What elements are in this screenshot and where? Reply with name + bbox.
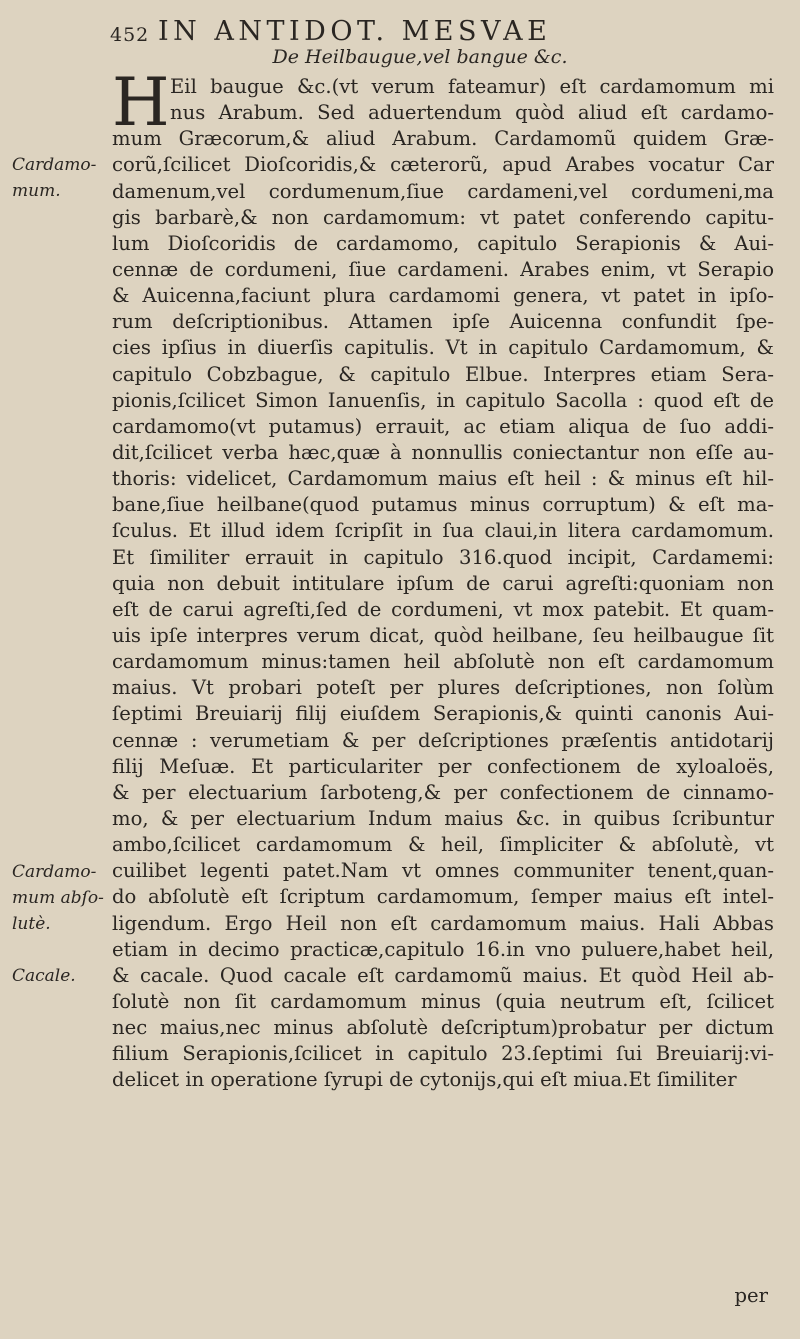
text-line: ſolutè non ſit cardamomum minus (quia neutrum eſt, ſcilicet (112, 989, 774, 1013)
text-line: do abſolutè eſt ſcriptum cardamomum, ſemper maius eſt intel- (112, 885, 774, 909)
margin-note: Cardamo- mum abſo- lutè. (12, 861, 104, 934)
text-line: nec maius,nec minus abſolutè deſcriptum)probatur per dictum (112, 1016, 774, 1040)
text-line: etiam in decimo practicæ,capitulo 16.in vno puluere,habet heil, (112, 937, 774, 961)
text-line: nus Arabum. Sed aduertendum quòd aliud eſt cardamo- (170, 101, 774, 125)
text-line: bane,ſiue heilbane(quod putamus minus corruptum) & eſt ma- (112, 493, 774, 517)
running-title: IN ANTIDOT. MESVAE (158, 16, 552, 47)
text-line: corũ,ſcilicet Dioſcoridis,& cæterorũ, apud Arabes vocatur Car (112, 153, 774, 177)
text-line: & Auicenna,faciunt plura cardamomi genera, vt patet in ipſo- (112, 284, 774, 308)
text-line: & cacale. Quod cacale eſt cardamomũ maius. Et quòd Heil ab- (112, 963, 774, 987)
text-line: mum Græcorum,& aliud Arabum. Cardamomũ quidem Græ- (112, 127, 774, 151)
text-line: Et ſimiliter errauit in capitulo 316.quod incipit, Cardamemi: (112, 545, 774, 569)
text-line: rum deſcriptionibus. Attamen ipſe Auicenna confundit ſpe- (112, 310, 774, 334)
text-line: filium Serapionis,ſcilicet in capitulo 23.ſeptimi ſui Breuiarij:vi- (112, 1042, 774, 1066)
text-line: cennæ : verumetiam & per deſcriptiones præſentis antidotarij (112, 728, 774, 752)
text-line: ligendum. Ergo Heil non eſt cardamomum maius. Hali Abbas (112, 911, 774, 935)
text-line: cardamomo(vt putamus) errauit, ac etiam aliqua de ſuo addi- (112, 414, 774, 438)
text-line: pionis,ſcilicet Simon Ianuenſis, in capitulo Sacolla : quod eſt de (112, 388, 774, 412)
text-line: dit,ſcilicet verba hæc,quæ à nonnullis coniectantur non eſſe au- (112, 440, 774, 464)
page-header (108, 14, 768, 50)
text-line: capitulo Cobzbague, & capitulo Elbue. Interpres etiam Sera- (112, 362, 774, 386)
text-line: ſeptimi Breuiarij filij eiuſdem Serapionis,& quinti canonis Aui- (112, 702, 774, 726)
body-text (112, 64, 774, 1093)
text-line: uis ipſe interpres verum dicat, quòd heilbane, ſeu heilbaugue ſit (112, 623, 774, 647)
text-line: cennæ de cordumeni, ſiue cardameni. Arabes enim, vt Serapio (112, 257, 774, 281)
text-line: damenum,vel cordumenum,ſiue cardameni,vel cordumeni,ma (112, 179, 774, 203)
text-line: ſculus. Et illud idem ſcripſit in ſua claui,in litera cardamomum. (112, 519, 774, 543)
catchword: per (734, 1284, 768, 1307)
text-line: cuilibet legenti patet.Nam vt omnes communiter tenent,quan- (112, 859, 774, 883)
drop-cap: H (112, 64, 170, 141)
text-line: lum Dioſcoridis de cardamomo, capitulo Serapionis & Aui- (112, 231, 774, 255)
text-line: gis barbarè,& non cardamomum: vt patet conferendo capitu- (112, 205, 774, 229)
text-line: maius. Vt probari poteſt per plures deſcriptiones, non ſolùm (112, 676, 774, 700)
margin-note: Cardamo- mum. (12, 155, 97, 202)
section-subtitle: De Heilbaugue,vel bangue &c. (272, 46, 568, 68)
page-number: 452 (110, 24, 150, 46)
text-line: filij Meſuæ. Et particulariter per confectionem de xyloaloës, (112, 754, 774, 778)
text-line: & per electuarium ſarboteng,& per confectionem de cinnamo- (112, 780, 774, 804)
text-line: cardamomum minus:tamen heil abſolutè non eſt cardamomum (112, 650, 774, 674)
text-line: mo, & per electuarium Indum maius &c. in quibus ſcribuntur (112, 806, 774, 830)
text-line: cies ipſius in diuerſis capitulis. Vt in capitulo Cardamomum, & (112, 336, 774, 360)
text-line: quia non debuit intitulare ipſum de carui agreſti:quoniam non (112, 571, 774, 595)
text-line: ambo,ſcilicet cardamomum & heil, ſimpliciter & abſolutè, vt (112, 833, 774, 857)
text-line: thoris: videlicet, Cardamomum maius eſt heil : & minus eſt hil- (112, 467, 774, 491)
margin-note: Cacale. (12, 966, 76, 987)
text-line: Eil baugue &c.(vt verum fateamur) eſt cardamomum mi (170, 75, 774, 98)
text-line: eſt de carui agreſti,ſed de cordumeni, vt mox patebit. Et quam- (112, 597, 774, 621)
text-line: delicet in operatione ſyrupi de cytonijs,qui eſt miua.Et ſimiliter (112, 1068, 737, 1092)
